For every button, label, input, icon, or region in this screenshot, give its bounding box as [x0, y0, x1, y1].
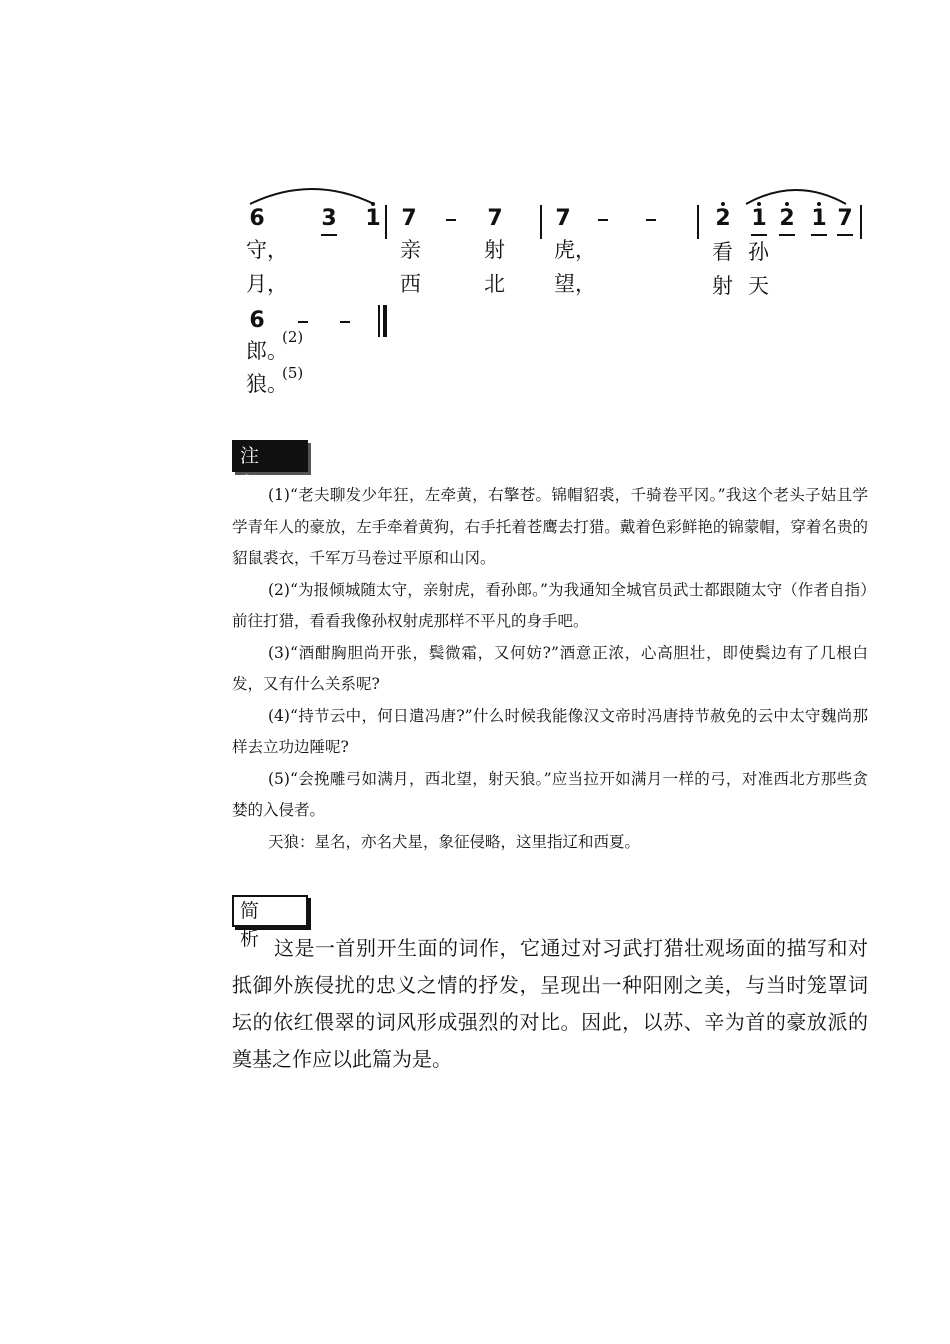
lyric: 月，	[246, 272, 288, 296]
barline	[697, 205, 699, 239]
note-7: 7	[837, 206, 853, 231]
dash	[340, 321, 350, 323]
note-6: 6	[249, 206, 265, 231]
final-barline-thin	[378, 305, 380, 337]
dash	[298, 321, 308, 323]
lyric: 射	[712, 274, 733, 298]
lyric: 看	[712, 240, 733, 264]
footnote-ref: (2)	[282, 328, 304, 346]
numbered-score	[0, 0, 950, 420]
note-paragraph: (2)“为报倾城随太守，亲射虎，看孙郎。”为我通知全城官员武士都跟随太守（作者自指）前往打猎，看看我像孙权射虎那样不平凡的身手吧。	[232, 580, 868, 630]
lyric: 天	[748, 274, 769, 298]
slur-1	[246, 180, 378, 206]
dash	[598, 219, 608, 221]
dash	[646, 219, 656, 221]
note-paragraph: (1)“老夫聊发少年狂，左牵黄，右擎苍。锦帽貂裘，千骑卷平冈。”我这个老头子姑且学学青年人的豪放，左手牵着黄狗，右手托着苍鹰去打猎。戴着色彩鲜艳的锦蒙帽，穿着名贵的貂鼠裘衣，千军万马卷过平原和山冈。	[232, 486, 868, 567]
final-barline-thick	[383, 305, 387, 337]
footnote-ref: (5)	[282, 364, 304, 382]
notes-header: 注释	[232, 440, 308, 472]
note-1-high: 1	[811, 206, 827, 231]
dash	[446, 219, 456, 221]
note-2-high: 2	[779, 206, 795, 231]
note-paragraph: (3)“酒酣胸胆尚开张，鬓微霜，又何妨?”酒意正浓，心高胆壮，即使鬓边有了几根白发，又有什么关系呢?	[232, 643, 868, 693]
note-paragraph: 天狼：星名，亦名犬星，象征侵略，这里指辽和西夏。	[268, 832, 641, 851]
lyric: 孙	[748, 240, 769, 264]
note-2-high: 2	[715, 206, 731, 231]
lyric: 西	[400, 272, 421, 296]
note-1-high: 1	[365, 206, 381, 231]
note-paragraph: (5)“会挽雕弓如满月，西北望，射天狼。”应当拉开如满月一样的弓，对准西北方那些贪婪的入侵者。	[232, 769, 868, 819]
lyric: 狼。	[246, 372, 288, 396]
lyric: 守，	[246, 238, 288, 262]
lyric: 亲	[400, 238, 421, 262]
barline	[860, 205, 862, 239]
notes-body	[232, 480, 868, 858]
note-7: 7	[487, 206, 503, 231]
analysis-header: 简析	[232, 895, 308, 927]
note-6: 6	[249, 308, 265, 333]
analysis-body	[232, 930, 868, 1078]
lyric: 郎。	[246, 339, 288, 363]
analysis-paragraph: 这是一首别开生面的词作，它通过对习武打猎壮观场面的描写和对抵御外族侵扰的忠义之情的抒发，呈现出一种阳刚之美，与当时笼罩词坛的依红偎翠的词风形成强烈的对比。因此，以苏、辛为首的豪放派的奠基之作应以此篇为是。	[232, 936, 868, 1071]
note-3: 3	[321, 206, 337, 231]
note-paragraph: (4)“持节云中，何日遣冯唐?”什么时候我能像汉文帝时冯唐持节赦免的云中太守魏尚那样去立功边陲呢?	[232, 706, 868, 756]
barline	[385, 205, 387, 239]
lyric: 射	[484, 238, 505, 262]
lyric: 虎，	[554, 238, 596, 262]
lyric: 望，	[554, 272, 596, 296]
lyric: 北	[484, 272, 505, 296]
barline	[540, 205, 542, 239]
note-7: 7	[401, 206, 417, 231]
note-1-high: 1	[751, 206, 767, 231]
note-7: 7	[555, 206, 571, 231]
